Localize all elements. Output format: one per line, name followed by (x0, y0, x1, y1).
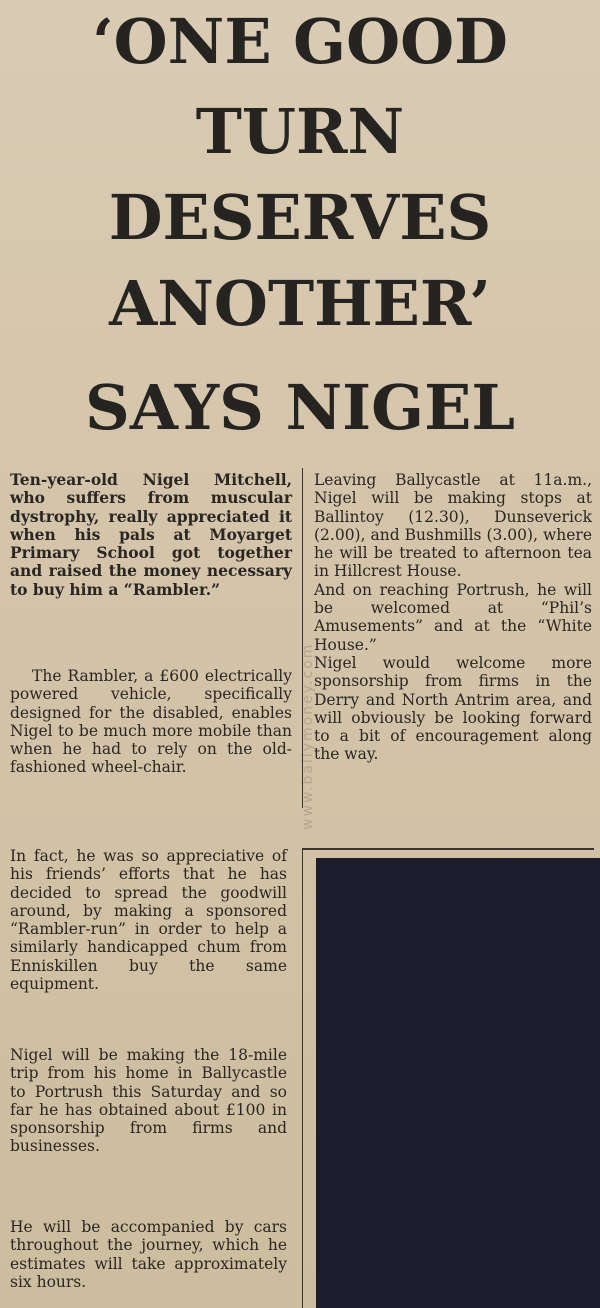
article-paragraph-3: In fact, he was so appreciative of his friends’ efforts that he has decided to spread the goodwill around, by making a sponsored “Rambler-run” in order to help a similarly handicapped chum from Enniskillen buy the same equipment. (10, 847, 287, 994)
watermark: www.ballymoney.com (300, 642, 316, 830)
article-paragraph-1: Ten-year-old Nigel Mitchell, who suffers from muscular dystrophy, really appreciated it when his pals at Moyarget Primary School got together and raised the money necessary to buy him a “Rambler.” (10, 470, 292, 599)
article-right-paragraph-3: Nigel would welcome more sponsorship from firms in the Derry and North Antrim area, and will obviously be looking forward to a bit of encouragement along the way. (314, 653, 592, 764)
article-right-paragraph-2: And on reaching Portrush, he will be welcomed at “Phil’s Amusements” and at the “White House.” (314, 580, 592, 654)
background-gap (316, 858, 600, 1308)
article-paragraph-4: Nigel will be making the 18-mile trip from his home in Ballycastle to Portrush this Saturday and so far he has obtained about £100 in sponsorship from firms and businesses. (10, 1046, 287, 1156)
headline-line-2: TURN (195, 95, 405, 168)
column-divider-lower (302, 848, 303, 1308)
article-paragraph-5: He will be accompanied by cars throughout the journey, which he estimates will take approximately six hours. (10, 1218, 287, 1291)
headline-line-3: DESERVES (108, 181, 492, 254)
column-divider-horizontal (302, 848, 594, 850)
article-right-column (314, 471, 592, 764)
headline-line-1: ‘ONE GOOD (92, 5, 508, 78)
article-right-paragraph-1: Leaving Ballycastle at 11a.m., Nigel will be making stops at Ballintoy (12.30), Dunseverick (2.00), and Bushmills (3.00), where he will be treated to afternoon tea in Hillcrest House. (314, 471, 592, 581)
headline-line-4: ANOTHER’ (109, 267, 491, 340)
article-paragraph-2: The Rambler, a £600 electrically powered vehicle, specifically designed for the disabled, enables Nigel to be much more mobile than when he had to rely on the old-fashioned wheel-chair. (10, 667, 292, 777)
headline-line-5: SAYS NIGEL (85, 371, 515, 444)
